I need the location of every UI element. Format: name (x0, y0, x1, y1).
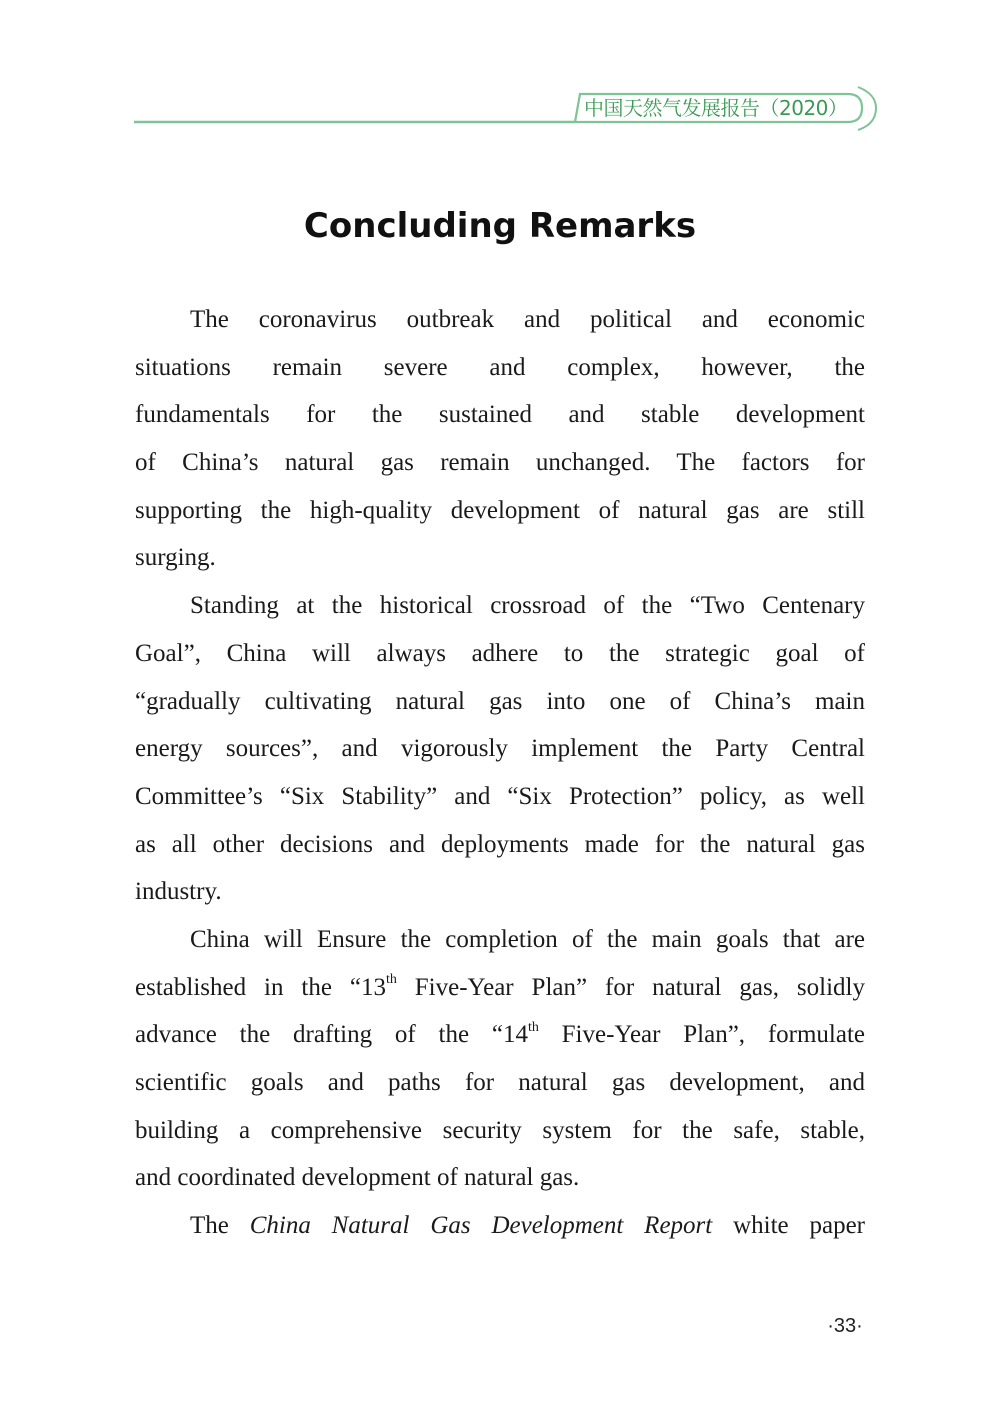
page-title: Concluding Remarks (303, 206, 697, 246)
text-line: industry. (135, 878, 222, 906)
text-line (135, 964, 865, 1012)
text-line: Committee’s “Six Stability” and “Six Protection” policy, as well (135, 782, 865, 810)
text-line: The coronavirus outbreak and political and economic (190, 306, 865, 333)
text-run: advance the drafting of the “14 (135, 1021, 528, 1049)
body-text (135, 296, 865, 1250)
paragraph (135, 916, 865, 1202)
superscript: th (385, 972, 397, 988)
italic-title: China Natural Gas Development Report (249, 1212, 713, 1240)
page-number: ·33· (827, 1315, 863, 1337)
text-line: building a comprehensive security system for the safe, stable, (135, 1116, 865, 1144)
report-running-title: 中国天然气发展报告（2020） (584, 96, 848, 120)
text-run: Five-Year Plan” for natural gas, solidly (396, 973, 865, 1001)
text-line: supporting the high-quality development of natural gas are still (135, 496, 865, 524)
text-line: energy sources”, and vigorously implement the Party Central (135, 735, 865, 763)
text-line: fundamentals for the sustained and stable development (135, 401, 865, 429)
text-line: Goal”, China will always adhere to the strategic goal of (135, 639, 865, 667)
text-line (135, 1011, 865, 1059)
text-line: as all other decisions and deployments made for the natural gas (135, 830, 865, 858)
text-line: scientific goals and paths for natural gas development, and (135, 1069, 865, 1096)
text-line: situations remain severe and complex, however, the (135, 353, 865, 381)
text-run: white paper (712, 1212, 865, 1240)
text-run: established in the “13 (135, 973, 386, 1001)
paragraph (135, 1202, 865, 1250)
text-line: Standing at the historical crossroad of the “Two Centenary (190, 592, 865, 620)
text-line: of China’s natural gas remain unchanged. The factors for (135, 449, 865, 477)
text-line: surging. (135, 544, 216, 572)
text-line: China will Ensure the completion of the main goals that are (190, 925, 865, 953)
paragraph (135, 582, 865, 916)
text-line: “gradually cultivating natural gas into one of China’s main (135, 687, 865, 715)
paragraph (135, 296, 865, 582)
superscript: th (527, 1019, 539, 1035)
text-run: Five-Year Plan”, formulate (538, 1021, 865, 1049)
text-run: The (190, 1212, 250, 1240)
text-line: and coordinated development of natural gas. (135, 1164, 580, 1192)
text-line (135, 1202, 865, 1250)
